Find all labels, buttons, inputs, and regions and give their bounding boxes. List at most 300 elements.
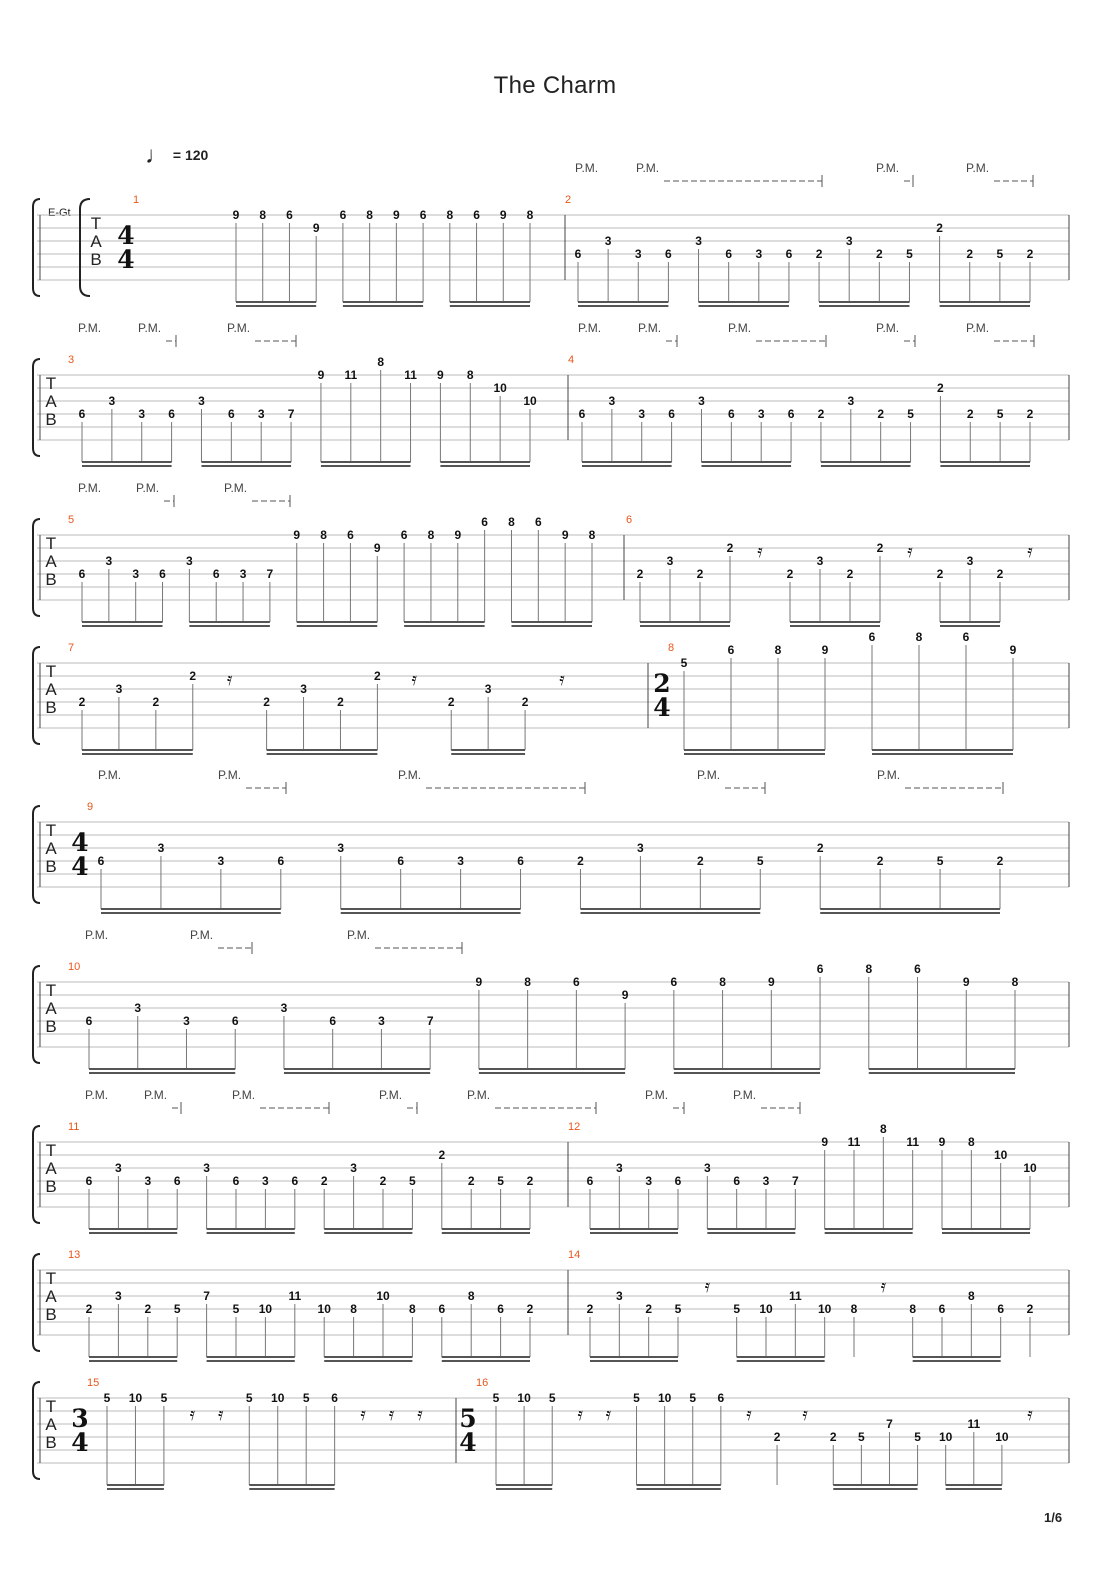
system-bracket <box>33 359 40 456</box>
fret-number: 5 <box>996 247 1004 261</box>
palm-mute-label: P.M. <box>733 1088 757 1102</box>
fret-number: 6 <box>397 854 405 868</box>
fret-number: 3 <box>350 1161 357 1175</box>
fret-number: 3 <box>457 854 464 868</box>
measure-number: 15 <box>87 1377 100 1389</box>
palm-mute-label: P.M. <box>638 321 662 335</box>
palm-mute-label: P.M. <box>575 161 599 175</box>
fret-number: 6 <box>473 208 480 222</box>
fret-number: 6 <box>534 515 542 529</box>
rest-icon: 𝄿 <box>189 1404 196 1424</box>
time-signature-top: 4 <box>117 221 135 250</box>
fret-number: 6 <box>725 247 733 261</box>
fret-number: 9 <box>621 988 629 1002</box>
fret-number: 11 <box>906 1135 920 1149</box>
tab-clef-a: A <box>45 999 57 1018</box>
time-signature-top: 5 <box>459 1404 477 1433</box>
fret-number: 9 <box>938 1135 946 1149</box>
fret-number: 2 <box>846 567 854 581</box>
fret-number: 3 <box>608 394 616 408</box>
fret-number: 9 <box>475 975 483 989</box>
tab-clef-t: T <box>45 1269 57 1288</box>
fret-number: 9 <box>232 208 240 222</box>
measure-number: 16 <box>476 1377 489 1389</box>
fret-number: 3 <box>604 234 612 248</box>
fret-number: 9 <box>499 208 507 222</box>
fret-number: 9 <box>293 528 301 542</box>
palm-mute-label: P.M. <box>379 1088 403 1102</box>
fret-number: 10 <box>939 1430 953 1444</box>
fret-number: 3 <box>280 1001 288 1015</box>
fret-number: 8 <box>850 1302 858 1316</box>
fret-number: 9 <box>821 643 829 657</box>
fret-number: 11 <box>404 368 417 382</box>
measure-number: 8 <box>668 642 675 654</box>
fret-number: 9 <box>561 528 569 542</box>
tab-clef-t: T <box>45 1397 57 1416</box>
fret-number: 6 <box>232 1174 240 1188</box>
tab-clef-a: A <box>45 680 57 699</box>
rest-icon: 𝄿 <box>577 1404 584 1424</box>
tab-clef-a: A <box>45 1287 57 1306</box>
fret-number: 2 <box>144 1302 152 1316</box>
measure-number: 7 <box>68 642 75 654</box>
fret-number: 3 <box>134 1001 142 1015</box>
fret-number: 8 <box>967 1135 975 1149</box>
fret-number: 2 <box>263 695 270 709</box>
fret-number: 2 <box>152 695 160 709</box>
fret-number: 2 <box>521 695 529 709</box>
fret-number: 6 <box>674 1174 682 1188</box>
fret-number: 6 <box>997 1302 1005 1316</box>
palm-mute-label: P.M. <box>966 161 990 175</box>
fret-number: 6 <box>85 1174 93 1188</box>
fret-number: 8 <box>446 208 454 222</box>
fret-number: 2 <box>936 221 943 235</box>
fret-number: 3 <box>762 1174 770 1188</box>
fret-number: 9 <box>1009 643 1017 657</box>
palm-mute-label: P.M. <box>728 321 752 335</box>
palm-mute-label: P.M. <box>398 768 422 782</box>
fret-number: 6 <box>78 567 86 581</box>
palm-mute-label: P.M. <box>227 321 251 335</box>
fret-number: 3 <box>115 1289 122 1303</box>
time-signature-bottom: 4 <box>71 852 89 881</box>
time-signature-bottom: 4 <box>653 693 671 722</box>
fret-number: 8 <box>915 630 923 644</box>
fret-number: 8 <box>865 962 873 976</box>
tab-clef-a: A <box>45 1415 57 1434</box>
fret-number: 5 <box>936 854 944 868</box>
fret-number: 6 <box>231 1014 239 1028</box>
fret-number: 10 <box>517 1391 531 1405</box>
rest-icon: 𝄿 <box>1027 1404 1033 1424</box>
measure-number: 2 <box>565 194 572 206</box>
fret-number: 9 <box>454 528 462 542</box>
fret-number: 3 <box>666 554 674 568</box>
fret-number: 3 <box>637 841 644 855</box>
fret-number: 2 <box>1026 247 1034 261</box>
fret-number: 2 <box>996 854 1004 868</box>
palm-mute-label: P.M. <box>876 161 900 175</box>
tab-clef-t: T <box>90 214 102 233</box>
fret-number: 2 <box>586 1302 594 1316</box>
fret-number: 2 <box>877 407 885 421</box>
fret-number: 2 <box>815 247 823 261</box>
fret-number: 2 <box>966 407 974 421</box>
fret-number: 6 <box>277 854 285 868</box>
tab-clef-b: B <box>90 250 102 269</box>
palm-mute-label: P.M. <box>190 928 214 942</box>
fret-number: 8 <box>259 208 267 222</box>
palm-mute-label: P.M. <box>218 768 242 782</box>
measure-number: 4 <box>568 354 575 366</box>
fret-number: 2 <box>337 695 344 709</box>
rest-icon: 𝄿 <box>559 669 565 689</box>
fret-number: 8 <box>909 1302 917 1316</box>
tab-clef-a: A <box>45 392 57 411</box>
time-signature-top: 4 <box>71 828 89 857</box>
fret-number: 2 <box>829 1430 837 1444</box>
fret-number: 5 <box>733 1302 741 1316</box>
fret-number: 10 <box>759 1302 773 1316</box>
fret-number: 8 <box>409 1302 416 1316</box>
fret-number: 2 <box>696 567 704 581</box>
fret-number: 3 <box>186 554 193 568</box>
fret-number: 8 <box>967 1289 975 1303</box>
fret-number: 3 <box>157 841 165 855</box>
rest-icon: 𝄿 <box>880 1276 887 1296</box>
fret-number: 6 <box>517 854 524 868</box>
fret-number: 6 <box>78 407 86 421</box>
tab-clef-b: B <box>45 1305 57 1324</box>
fret-number: 3 <box>183 1014 190 1028</box>
tab-clef-b: B <box>45 410 57 429</box>
fret-number: 8 <box>366 208 373 222</box>
fret-number: 5 <box>497 1174 504 1188</box>
tab-clef-t: T <box>45 981 57 1000</box>
tab-clef-b: B <box>45 570 57 589</box>
fret-number: 2 <box>696 854 704 868</box>
fret-number: 9 <box>437 368 444 382</box>
system-bracket <box>33 806 40 903</box>
fret-number: 6 <box>668 407 675 421</box>
palm-mute-label: P.M. <box>136 481 160 495</box>
fret-number: 11 <box>967 1417 981 1431</box>
rest-icon: 𝄿 <box>388 1404 395 1424</box>
fret-number: 2 <box>875 247 883 261</box>
fret-number: 5 <box>680 656 688 670</box>
fret-number: 6 <box>286 208 293 222</box>
palm-mute-label: P.M. <box>98 768 122 782</box>
fret-number: 5 <box>173 1302 181 1316</box>
fret-number: 3 <box>132 567 140 581</box>
fret-number: 5 <box>996 407 1004 421</box>
fret-number: 3 <box>337 841 345 855</box>
fret-number: 2 <box>577 854 584 868</box>
fret-number: 5 <box>756 854 764 868</box>
fret-number: 3 <box>816 554 824 568</box>
fret-number: 8 <box>588 528 596 542</box>
fret-number: 8 <box>427 528 435 542</box>
fret-number: 3 <box>755 247 763 261</box>
fret-number: 6 <box>97 854 105 868</box>
fret-number: 8 <box>467 1289 475 1303</box>
score-title: The Charm <box>493 72 617 99</box>
time-signature-top: 3 <box>71 1404 89 1433</box>
fret-number: 7 <box>426 1014 434 1028</box>
rest-icon: 𝄿 <box>1027 541 1033 561</box>
fret-number: 6 <box>665 247 672 261</box>
tab-clef-t: T <box>45 534 57 553</box>
tab-clef-a: A <box>45 839 57 858</box>
measure-number: 5 <box>68 514 75 526</box>
fret-number: 2 <box>816 841 824 855</box>
fret-number: 3 <box>144 1174 152 1188</box>
instrument-label: E-Gt <box>48 207 71 219</box>
system-bracket <box>33 647 40 744</box>
palm-mute-label: P.M. <box>85 928 109 942</box>
measure-number: 10 <box>68 961 81 973</box>
tab-clef-a: A <box>45 1159 57 1178</box>
fret-number: 8 <box>719 975 726 989</box>
measure-number: 6 <box>626 514 633 526</box>
rest-icon: 𝄿 <box>704 1276 711 1296</box>
fret-number: 3 <box>695 234 702 248</box>
fret-number: 6 <box>212 567 220 581</box>
palm-mute-label: P.M. <box>144 1088 168 1102</box>
fret-number: 3 <box>105 554 113 568</box>
time-signature-bottom: 4 <box>117 245 135 274</box>
fret-number: 6 <box>438 1302 446 1316</box>
fret-number: 6 <box>573 975 580 989</box>
fret-number: 3 <box>262 1174 269 1188</box>
fret-number: 5 <box>689 1391 697 1405</box>
fret-number: 5 <box>103 1391 111 1405</box>
time-signature-bottom: 4 <box>71 1428 89 1457</box>
measure-number: 1 <box>133 194 140 206</box>
fret-number: 5 <box>858 1430 865 1444</box>
rest-icon: 𝄿 <box>757 541 763 561</box>
fret-number: 8 <box>377 355 385 369</box>
fret-number: 2 <box>786 567 794 581</box>
fret-number: 5 <box>245 1391 253 1405</box>
palm-mute-label: P.M. <box>877 768 901 782</box>
rest-icon: 𝄿 <box>360 1404 366 1424</box>
fret-number: 2 <box>320 1174 328 1188</box>
palm-mute-label: P.M. <box>966 321 990 335</box>
fret-number: 9 <box>821 1135 829 1149</box>
fret-number: 10 <box>995 1430 1009 1444</box>
palm-mute-label: P.M. <box>578 321 602 335</box>
fret-number: 2 <box>438 1148 446 1162</box>
measure-number: 11 <box>68 1121 80 1133</box>
system-bracket <box>33 1382 40 1479</box>
rest-icon: 𝄿 <box>746 1404 752 1424</box>
fret-number: 2 <box>645 1302 653 1316</box>
tab-clef-t: T <box>45 662 57 681</box>
fret-number: 3 <box>703 1161 711 1175</box>
fret-number: 2 <box>85 1302 93 1316</box>
fret-number: 5 <box>548 1391 556 1405</box>
fret-number: 3 <box>239 567 247 581</box>
fret-number: 8 <box>879 1122 887 1136</box>
fret-number: 7 <box>203 1289 210 1303</box>
fret-number: 6 <box>733 1174 741 1188</box>
fret-number: 8 <box>526 208 534 222</box>
fret-number: 5 <box>302 1391 310 1405</box>
fret-number: 3 <box>966 554 974 568</box>
fret-number: 9 <box>373 541 381 555</box>
fret-number: 6 <box>938 1302 946 1316</box>
fret-number: 9 <box>962 975 970 989</box>
fret-number: 3 <box>847 394 855 408</box>
fret-number: 5 <box>906 247 913 261</box>
palm-mute-label: P.M. <box>636 161 660 175</box>
fret-number: 6 <box>787 407 795 421</box>
tab-clef-b: B <box>45 1177 57 1196</box>
fret-number: 8 <box>350 1302 357 1316</box>
fret-number: 10 <box>993 1148 1008 1162</box>
fret-number: 3 <box>484 682 492 696</box>
fret-number: 3 <box>203 1161 210 1175</box>
fret-number: 6 <box>291 1174 299 1188</box>
fret-number: 7 <box>287 407 295 421</box>
system-bracket <box>33 519 40 616</box>
fret-number: 8 <box>774 643 782 657</box>
fret-number: 3 <box>115 1161 122 1175</box>
time-signature-top: 2 <box>653 669 671 698</box>
fret-number: 3 <box>615 1161 623 1175</box>
fret-number: 3 <box>634 247 642 261</box>
fret-number: 9 <box>317 368 325 382</box>
fret-number: 2 <box>726 541 734 555</box>
fret-number: 9 <box>393 208 400 222</box>
fret-number: 10 <box>817 1302 832 1316</box>
measure-number: 13 <box>68 1249 81 1261</box>
fret-number: 2 <box>876 541 884 555</box>
tab-clef-a: A <box>90 232 102 251</box>
fret-number: 2 <box>996 567 1004 581</box>
fret-number: 6 <box>419 208 427 222</box>
fret-number: 8 <box>320 528 327 542</box>
fret-number: 6 <box>159 567 166 581</box>
palm-mute-label: P.M. <box>467 1088 491 1102</box>
palm-mute-label: P.M. <box>232 1088 256 1102</box>
fret-number: 6 <box>717 1391 725 1405</box>
fret-number: 6 <box>331 1391 338 1405</box>
fret-number: 2 <box>1026 1302 1034 1316</box>
fret-number: 6 <box>816 962 824 976</box>
time-signature-bottom: 4 <box>459 1428 477 1457</box>
fret-number: 2 <box>937 381 944 395</box>
tab-clef-t: T <box>45 821 57 840</box>
tempo-value: = 120 <box>172 147 209 163</box>
fret-number: 2 <box>78 695 86 709</box>
fret-number: 10 <box>376 1289 390 1303</box>
palm-mute-label: P.M. <box>78 321 102 335</box>
quarter-note-icon: ♩ <box>145 142 169 169</box>
fret-number: 5 <box>907 407 914 421</box>
fret-number: 3 <box>138 407 146 421</box>
fret-number: 5 <box>914 1430 921 1444</box>
system-bracket <box>33 1126 40 1223</box>
fret-number: 6 <box>574 247 582 261</box>
fret-number: 6 <box>727 407 735 421</box>
palm-mute-label: P.M. <box>645 1088 669 1102</box>
rest-icon: 𝄿 <box>907 541 913 561</box>
fret-number: 3 <box>378 1014 385 1028</box>
fret-number: 3 <box>638 407 646 421</box>
fret-number: 5 <box>492 1391 500 1405</box>
fret-number: 8 <box>524 975 531 989</box>
palm-mute-label: P.M. <box>347 928 371 942</box>
fret-number: 3 <box>217 854 225 868</box>
page-number: 1/6 <box>1044 1510 1063 1525</box>
fret-number: 6 <box>670 975 678 989</box>
measure-number: 3 <box>68 354 75 366</box>
fret-number: 3 <box>845 234 853 248</box>
fret-number: 2 <box>374 669 381 683</box>
fret-number: 9 <box>767 975 775 989</box>
tab-clef-b: B <box>45 698 57 717</box>
tab-clef-b: B <box>45 857 57 876</box>
palm-mute-label: P.M. <box>876 321 900 335</box>
fret-number: 6 <box>400 528 408 542</box>
tab-clef-a: A <box>45 552 57 571</box>
fret-number: 3 <box>257 407 265 421</box>
fret-number: 11 <box>288 1289 302 1303</box>
rest-icon: 𝄿 <box>605 1404 612 1424</box>
fret-number: 6 <box>914 962 921 976</box>
fret-number: 10 <box>493 381 507 395</box>
fret-number: 6 <box>85 1014 93 1028</box>
fret-number: 2 <box>876 854 884 868</box>
fret-number: 2 <box>773 1430 781 1444</box>
fret-number: 2 <box>189 669 197 683</box>
fret-number: 3 <box>115 682 123 696</box>
fret-number: 9 <box>312 221 320 235</box>
fret-number: 6 <box>173 1174 181 1188</box>
fret-number: 2 <box>1026 407 1034 421</box>
fret-number: 2 <box>966 247 974 261</box>
tab-clef-t: T <box>45 374 57 393</box>
fret-number: 10 <box>523 394 537 408</box>
rest-icon: 𝄿 <box>802 1404 808 1424</box>
fret-number: 2 <box>526 1302 534 1316</box>
system-bracket <box>33 1254 40 1351</box>
fret-number: 3 <box>757 407 765 421</box>
measure-number: 12 <box>568 1121 581 1133</box>
fret-number: 2 <box>817 407 825 421</box>
fret-number: 2 <box>936 567 944 581</box>
fret-number: 6 <box>168 407 175 421</box>
fret-number: 2 <box>379 1174 387 1188</box>
rest-icon: 𝄿 <box>218 1404 224 1424</box>
fret-number: 6 <box>962 630 970 644</box>
tab-clef-b: B <box>45 1433 57 1452</box>
fret-number: 6 <box>347 528 354 542</box>
fret-number: 2 <box>526 1174 534 1188</box>
tab-clef-t: T <box>45 1141 57 1160</box>
fret-number: 6 <box>586 1174 594 1188</box>
fret-number: 6 <box>785 247 793 261</box>
fret-number: 11 <box>344 368 358 382</box>
fret-number: 5 <box>160 1391 168 1405</box>
tab-clef-b: B <box>45 1017 57 1036</box>
fret-number: 3 <box>615 1289 623 1303</box>
fret-number: 11 <box>788 1289 802 1303</box>
